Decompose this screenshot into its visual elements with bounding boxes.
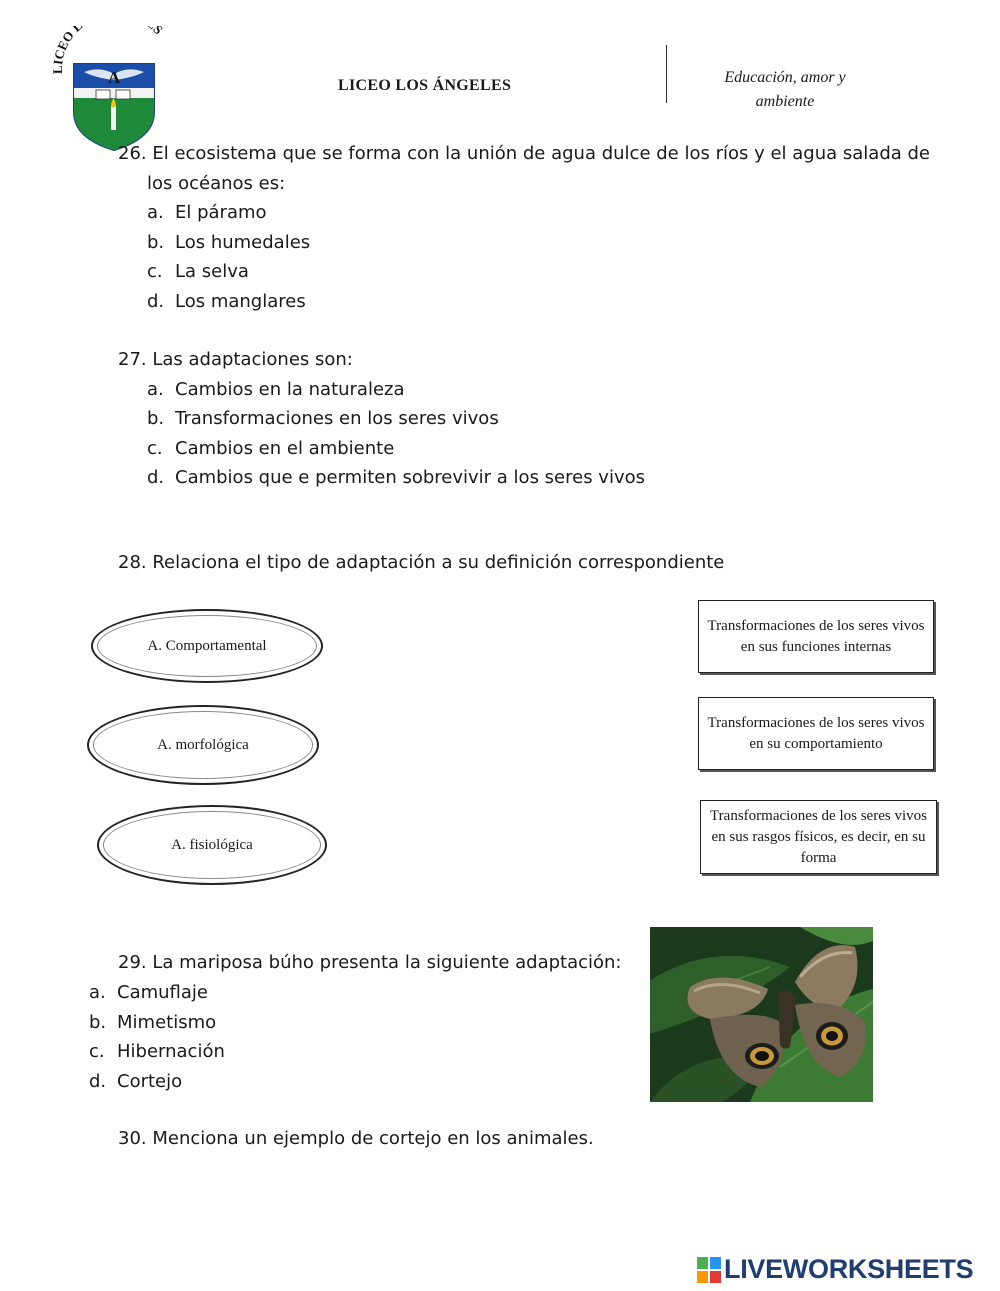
brand-name: LIVEWORKSHEETS xyxy=(724,1254,974,1284)
question-27 xyxy=(118,345,645,493)
question-29-option[interactable]: a. Camuflaje xyxy=(89,982,208,1003)
adaptation-type-oval[interactable] xyxy=(97,805,327,885)
question-29-option[interactable]: b. Mimetismo xyxy=(89,1011,217,1033)
adaptation-type-label: A. Comportamental xyxy=(147,637,267,654)
question-29-prompt: 29. La mariposa búho presenta la siguiente adaptación: xyxy=(118,952,622,973)
question-27-option[interactable]: a. Cambios en la naturaleza xyxy=(147,378,405,400)
question-26-line-1: 26. El ecosistema que se forma con la unión de agua dulce de los ríos y el agua salada de xyxy=(118,143,930,164)
question-30-prompt: 30. Menciona un ejemplo de cortejo en los animales. xyxy=(118,1128,594,1149)
question-26-line-2: los océanos es: xyxy=(147,172,286,194)
adaptation-type-oval[interactable] xyxy=(91,609,323,683)
definition-box[interactable] xyxy=(700,800,937,874)
liveworksheets-brand[interactable] xyxy=(697,1254,973,1285)
question-29-option[interactable]: c. Hibernación xyxy=(89,1041,225,1062)
adaptation-type-label: A. fisiológica xyxy=(171,836,253,853)
motto-line-1: Educación, amor y xyxy=(724,69,846,86)
owl-butterfly-photo xyxy=(650,927,873,1102)
question-26-option[interactable]: a. El páramo xyxy=(147,202,267,223)
motto-line-2: ambiente xyxy=(755,93,815,110)
adaptation-type-label: A. morfológica xyxy=(157,736,249,753)
header-divider xyxy=(666,45,667,103)
question-26-option[interactable]: c. La selva xyxy=(147,261,249,282)
definition-box[interactable] xyxy=(698,600,934,673)
school-title: LICEO LOS ÁNGELES xyxy=(338,77,512,94)
definition-box[interactable] xyxy=(698,697,934,770)
definition-text: Transformaciones de los seres vivos en sus rasgos físicos, es decir, en su forma xyxy=(710,807,927,866)
question-27-option[interactable]: c. Cambios en el ambiente xyxy=(147,437,395,459)
school-logo xyxy=(48,26,180,156)
question-26-option[interactable]: b. Los humedales xyxy=(147,231,311,253)
liveworksheets-logo-icon xyxy=(697,1257,721,1283)
question-26 xyxy=(118,139,930,316)
school-motto xyxy=(700,66,870,114)
logo-letter: A xyxy=(107,68,121,87)
question-27-option[interactable]: d. Cambios que e permiten sobrevivir a los seres vivos xyxy=(147,467,645,488)
question-28-prompt: 28. Relaciona el tipo de adaptación a su definición correspondiente xyxy=(118,552,725,573)
question-27-option[interactable]: b. Transformaciones en los seres vivos xyxy=(147,408,499,429)
question-29-options xyxy=(89,978,225,1096)
definition-text: Transformaciones de los seres vivos en sus funciones internas xyxy=(707,617,925,655)
adaptation-type-oval[interactable] xyxy=(87,705,319,785)
definition-text: Transformaciones de los seres vivos en su comportamiento xyxy=(707,714,925,752)
logo-arc-text: LICEO L S xyxy=(49,26,167,75)
question-29-option[interactable]: d. Cortejo xyxy=(89,1070,183,1092)
question-26-option[interactable]: d. Los manglares xyxy=(147,290,306,312)
question-27-prompt: 27. Las adaptaciones son: xyxy=(118,349,353,370)
